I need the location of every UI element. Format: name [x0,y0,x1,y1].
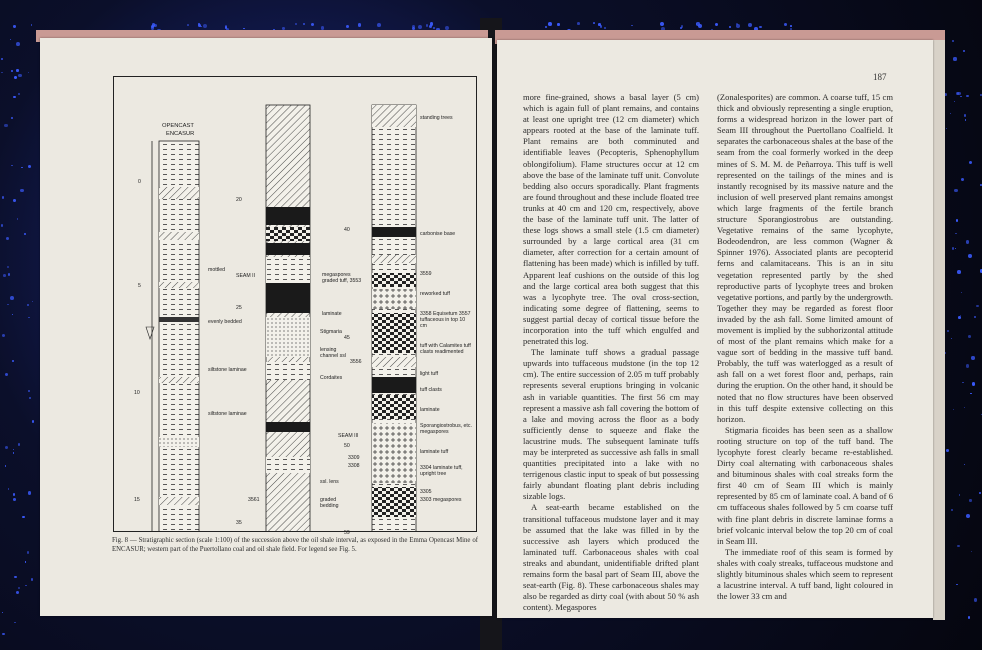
label-sporangiostrobus: Sporangiostrobus, etc. megaspores [420,423,472,435]
label-tuff-with-calamites: tuff with Calamites tuff clasts readimented [420,343,471,355]
label-equisetum: 3358 Equisetum 3557 tuffaceous in top 10 cm [420,311,471,329]
cover-speckle [151,25,154,28]
cover-speckle [295,23,297,25]
cover-speckle [21,167,23,169]
paragraph-2: The laminate tuff shows a gradual passage upwards into tuffaceous mudstone (in the top 12 cm). The entire succession of 2.05 m tuff probably represents several eruptions bringing in volcanic ash in variable quantities. The first 56 cm may represent a massive ash fall covering the bottom of a lake and moving across the floor as a body sufficiently dense to squeeze and flake the lacustrine muds. The subsequent laminate tuffs may be interpreted as successive ash falls in small quantities precipitated into a lake with no terrigenous clastic input to speak of but possessing fairly abundant floating plant debris including sizable logs. [523,347,699,502]
cover-speckle [13,452,15,454]
label-laminate-tuff: laminate tuff [420,449,449,455]
label-graded-bedding: graded bedding [320,497,339,509]
cover-speckle [557,23,559,25]
cover-speckle [971,551,972,552]
label-laminate: laminate [322,311,342,317]
label-reworked-tuff: reworked tuff [420,291,450,297]
cover-speckle [14,76,17,79]
label-standing-trees: standing trees [420,115,453,121]
cover-speckle [969,499,971,501]
cover-speckle [2,196,4,198]
label-3304: 3304 laminate tuff, upright tree [420,465,463,477]
figure-caption: Fig. 8 — Stratigraphic section (scale 1:100) of the succession above the oil shale interval, as exposed in the Emma Opencast Mine of ENCASUR; western part of the Puertollano coal and oil shale field. For legend see Fig. 5. [112,537,478,554]
cover-speckle [966,514,970,518]
paragraph-4: (Zonalesporites) are common. A coarse tuff, 15 cm thick and obviously representing a single eruption, forms a widespread horizon in the lower part of Seam III throughout the Puertollano Coalfield. It separates the carbonaceous shales at the base of the seam from the coal formerly worked in the deep mines of S. M. M. de Peñarroya. This tuff is well represented on the tailings of the mines and is instantly recognised by its massive nature and the inclusion of well preserved plant remains amongst which large fragments of the fertile branch structure Sporangiostrobus are outstanding. Vegetative remains of the same lycophyte, Bodeodendron, are less common (Wagner & Spinner 1976). Associated plants are pecopterid ferns and calamitaceans. This is an in situ vegetation represented partly by the shed reproductive parts of lycophyte trees and broken vegetative portions, and partly by the undergrowth. Together they may be regarded as forest floor invaded by the ash fall. Some limited amount of movement is implied by the subhorizontal attitude of most of the plant remains which make for a vague sort of bedding in the massive tuff band. Probably, the tuff was waterlogged as a result of ash fall on a wet forest floor and, perhaps, rain during the eruption. On the other hand, it should be noted that no flow structures have been observed in this tuff despite extensive collecting on this horizon. [717,92,893,424]
depth-50: 50 [344,443,350,449]
cover-speckle [32,420,35,423]
label-megaspores: megaspores graded tuff, 3553 [322,272,362,284]
cover-speckle [966,364,969,367]
cover-speckle [377,23,381,27]
stratigraphic-section-figure [114,77,476,531]
page-number: 187 [873,72,887,82]
label-ssl-lens: ssl. lens [320,479,339,485]
cover-speckle [433,27,435,29]
cover-speckle [971,356,974,359]
cover-speckle [964,464,965,465]
paragraph-1: more fine-grained, shows a basal layer (5 cm) which is again full of plant remains, and contains at least one upright tree (12 cm diameter) which appears rooted at the base of the laminate tuff. Plant remains are both comminuted and identifiable leaves (Pecopteris, Sphenophyllum oblongifolium). Flame structures occur at 12 cm above the base of the laminate tuff unit. Convolute bedding also occurs sporadically. Plant fragments are found throughout and these include floated tree trunks at 40 cm and 120 cm, respectively, above the base of the laminate tuff unit. The latter of these logs shows a small stele (1.5 cm diameter) surrounded by a large cortical area (31 cm diameter, after correction for a certain amount of flattening has been made) which is infilled by tuff. Apparent leaf cushions on the outside of this log and the large cortical area both suggest that this was a lycophyte tree. The oval cross-section, indicating some degree of flattening, seems to suggest partial decay of cortical tissue before the incorporation into the tuff which engulfed and penetrated this log. [523,92,699,347]
cover-speckle [759,26,762,29]
label-seam-ii: SEAM II [236,273,256,279]
cover-speckle [968,254,972,258]
cover-speckle [953,57,956,60]
cover-speckle [736,24,740,28]
depth-40: 40 [344,227,350,233]
label-seam-iii: SEAM III [338,433,359,439]
cover-speckle [13,498,16,501]
cover-speckle [187,24,189,26]
label-cordaites: Cordaites [320,375,343,381]
label-3308: 3308 [348,463,360,469]
label-3556: 3556 [350,359,362,365]
label-3559: 3559 [420,271,432,277]
cover-speckle [748,23,752,27]
label-3303: 3303 megaspores [420,497,462,503]
cover-speckle [4,124,7,127]
cover-speckle [1,58,3,60]
depth-35: 35 [236,520,242,526]
figure-title-line2: ENCASUR [166,131,195,137]
cover-speckle [430,22,433,25]
cover-speckle [976,305,978,307]
paragraph-6: The immediate roof of this seam is formed by shales with coaly streaks, tuffaceous mudstone and slightly bituminous shales which seem to represent a lacustrine interval. A tuff band, light coloured in the lower 33 cm and [717,546,893,602]
cover-speckle [203,24,207,28]
cover-speckle [2,633,4,635]
cover-speckle [956,92,959,95]
cover-speckle [961,178,964,181]
cover-speckle [13,199,16,202]
figure-title-line1: OPENCAST [162,123,194,129]
cover-speckle [28,165,31,168]
cover-speckle [946,449,949,452]
label-light-tuff: light tuff [420,371,439,377]
cover-speckle [16,69,18,71]
label-laminate-col3: laminate [420,407,440,413]
depth-15: 15 [134,497,140,503]
cover-speckle [790,25,792,27]
depth-5: 5 [138,283,141,289]
column-1 [146,141,199,531]
cover-speckle [27,551,30,554]
cover-speckle [600,25,602,27]
cover-speckle [966,95,968,97]
cover-speckle [3,274,6,277]
cover-speckle [358,23,361,26]
cover-speckle [968,335,971,338]
label-mottled: mottled [208,267,226,273]
page-stack-right [933,40,945,620]
cover-speckle [16,591,19,594]
cover-speckle [698,24,702,28]
cover-speckle [696,23,697,24]
cover-speckle [28,491,32,495]
cover-speckle [951,509,953,511]
figure-frame [113,76,477,536]
cover-speckle [548,22,552,26]
label-siltstone-laminae-1: siltstone laminae [208,367,247,373]
cover-speckle [5,465,6,466]
cover-speckle [18,443,20,445]
cover-speckle [604,27,606,29]
cover-speckle [418,25,422,29]
depth-59: 59 [344,530,350,536]
left-page [40,38,492,616]
column-2 [266,105,310,531]
cover-speckle [25,585,26,586]
depth-45: 45 [344,335,350,341]
label-3309: 3309 [348,455,360,461]
cover-speckle [13,25,15,27]
cover-speckle [545,26,547,28]
text-column-2 [717,92,893,612]
cover-speckle [18,74,22,78]
label-stigmaria: Stigmaria [320,329,342,335]
depth-10: 10 [134,390,140,396]
depth-20: 20 [236,197,242,203]
cover-speckle [952,247,955,250]
cover-speckle [980,184,982,186]
label-tuff-clasts: tuff clasts [420,387,442,393]
cover-speckle [957,270,961,274]
label-evenly-bedded: evenly bedded [208,319,242,325]
label-3305: 3305 [420,489,432,495]
cover-speckle [7,304,8,305]
column-3 [372,105,416,531]
label-3561: 3561 [248,497,260,503]
label-carbonise-base: carbonise base [420,231,456,237]
depth-25: 25 [236,305,242,311]
paragraph-3: A seat-earth became established on the transitional tuffaceous mudstone layer and it may be assumed that the lake was filled in by the successive ash layers which produced the laminated tuff. Carbonaceous shales with coal streaks and abundant, unidentifiable drifted plant remains form the basal part of Seam III, above the seat-earth (Fig. 8). These carbonaceous shales may also be regarded as dirty coal (with about 50 % ash content). Megaspores [523,502,699,612]
paragraph-5: Stigmaria ficoides has been seen as a shallow rooting structure on top of the tuff band. The lycophyte forest clearly became re-established. Dirty coal alternating with carbonaceous shales and bituminous shales with coal streaks form the first 40 cm of Seam III which is mainly represented by 85 cm of laminate coal. A band of 6 cm tuffaceous shales followed by 5 cm coarse tuff with fine plant debris in discrete laminae forms a brief volcanic interval below the top 20 cm of coal in Seam III. [717,424,893,546]
label-siltstone-laminae-2: siltstone laminae [208,411,247,417]
cover-speckle [947,330,949,332]
cover-speckle [1,72,3,74]
label-lensing-channel: lensing channel ssl [320,347,346,359]
cover-speckle [31,578,33,580]
depth-0: 0 [138,179,141,185]
text-column-1 [523,92,699,612]
right-page [497,40,933,618]
cover-speckle [20,189,23,192]
